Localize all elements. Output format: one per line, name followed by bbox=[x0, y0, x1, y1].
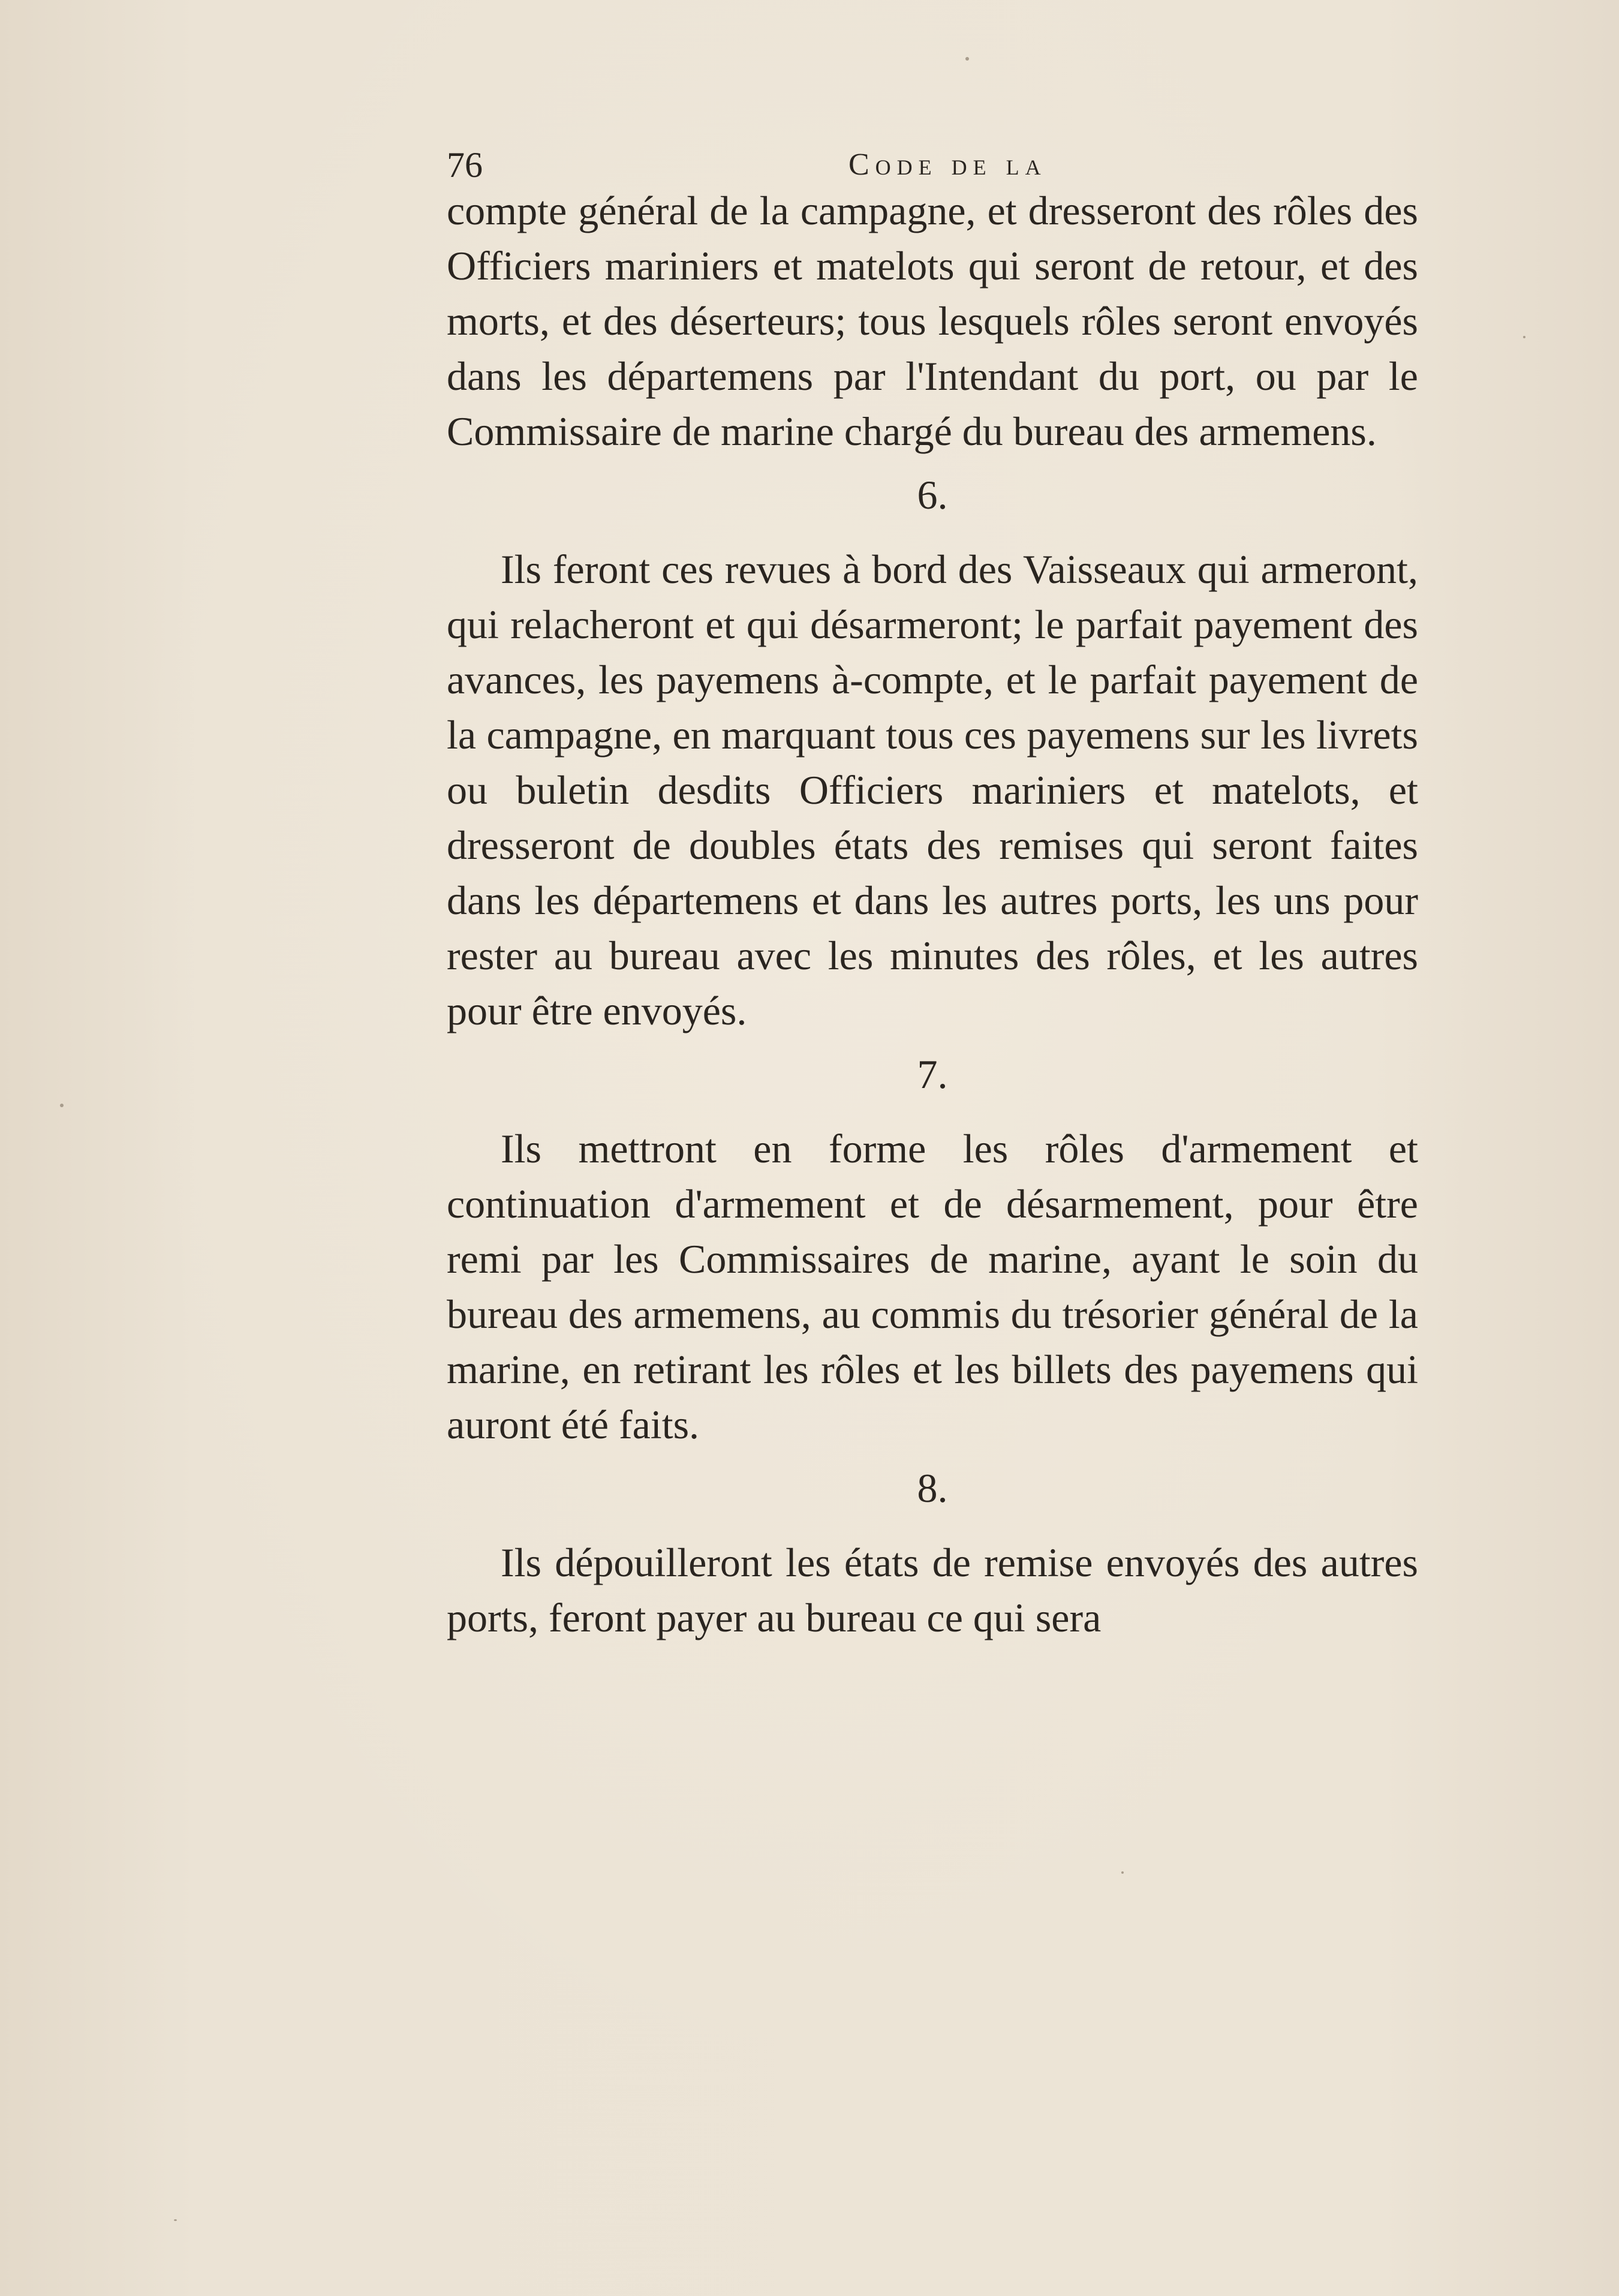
article-number: 6. bbox=[917, 472, 948, 518]
paper-speck bbox=[965, 57, 969, 61]
page-header bbox=[447, 144, 1418, 186]
article-paragraph: Ils mettront en forme les rôles d'armement et continuation d'armement et de désarmement, pour être remi par les Commissaires de marine, ayant le soin du bureau des armemens, au commis du trésorier général de la marine, en retirant les rôles et les billets des payemens qui auront été faits. bbox=[447, 1126, 1418, 1447]
paper-speck bbox=[174, 2219, 177, 2221]
text-block bbox=[447, 183, 1418, 1645]
continuation-paragraph: compte général de la campagne, et dresseront des rôles des Officiers mariniers et matelots qui seront de retour, et des morts, et des déserteurs; tous lesquels rôles seront envoyés dans les départemens par l'Intendant du port, ou par le Commissaire de marine chargé du bureau des armemens. bbox=[447, 188, 1418, 454]
running-head: Code de la bbox=[848, 148, 1047, 182]
article-number: 8. bbox=[917, 1465, 948, 1511]
paper-speck bbox=[1523, 336, 1525, 338]
paper-speck bbox=[60, 1104, 64, 1107]
paper-speck bbox=[1121, 1871, 1124, 1874]
article-paragraph: Ils feront ces revues à bord des Vaisseaux qui armeront, qui relacheront et qui désarmeront; le parfait payement des avances, les payemens à-compte, et le parfait payement de la campagne, en marquant tous ces payemens sur les livrets ou buletin desdits Officiers mariniers et matelots, et dresseront de doubles états des remises qui seront faites dans les départemens et dans les autres ports, les uns pour rester au bureau avec les minutes des rôles, et les autres pour être envoyés. bbox=[447, 546, 1418, 1033]
article-paragraph: Ils dépouilleront les états de remise envoyés des autres ports, feront payer au bureau ce qui sera bbox=[447, 1540, 1418, 1640]
page-number: 76 bbox=[447, 145, 483, 185]
article-number: 7. bbox=[917, 1051, 948, 1097]
